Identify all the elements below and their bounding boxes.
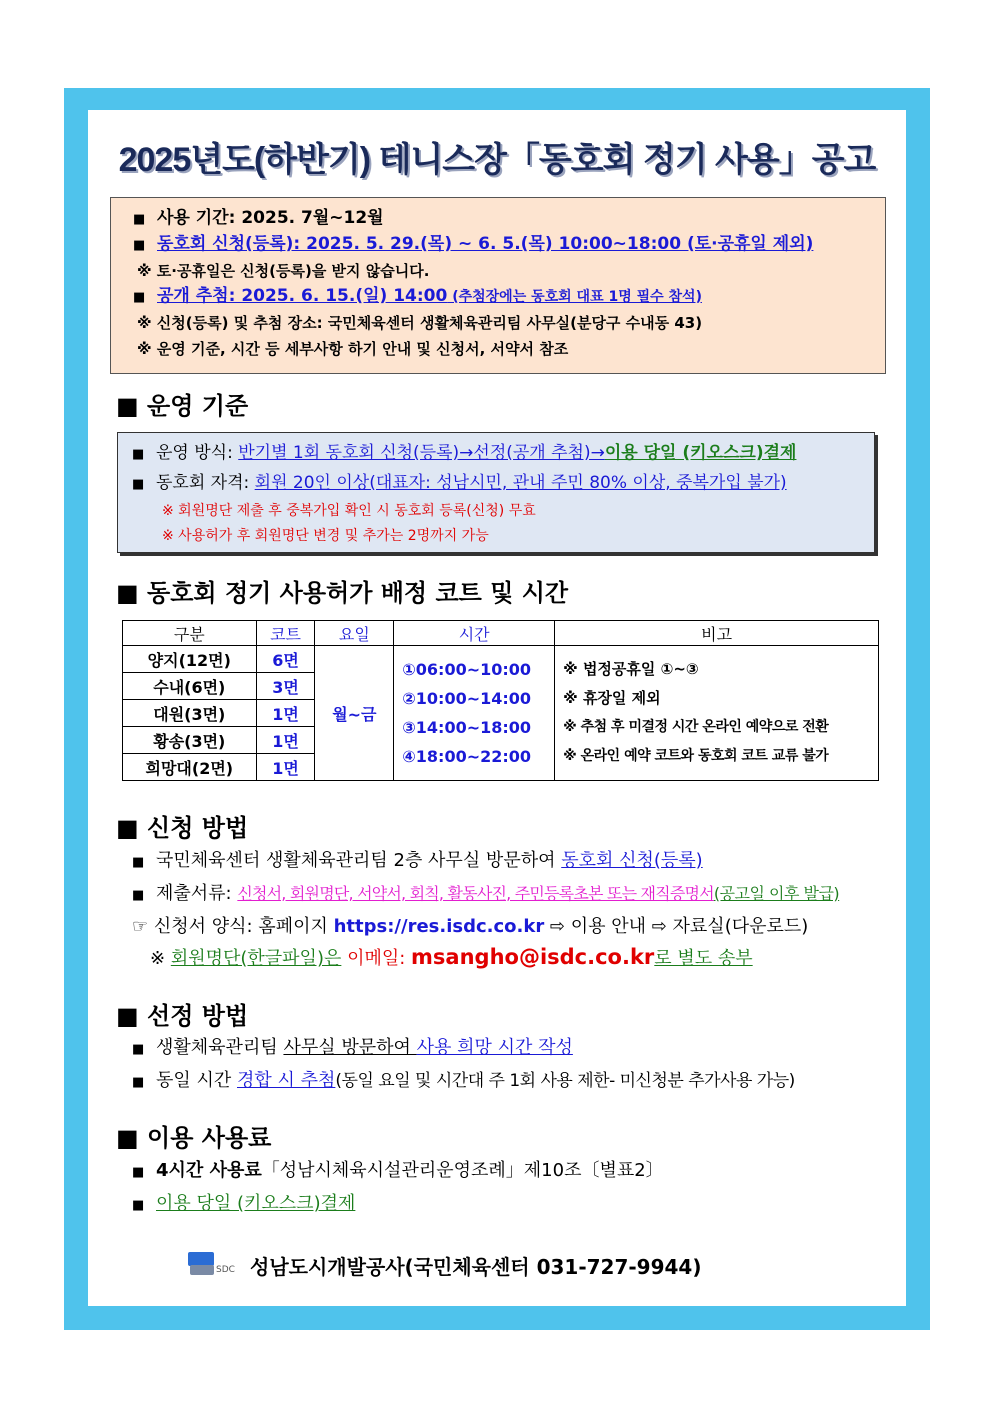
row-name: 양지(12면) <box>123 646 257 673</box>
header-court: 코트 <box>256 621 315 646</box>
remark: ※ 휴장일 제외 <box>563 689 661 707</box>
apply-heading: ■ 신청 방법 <box>116 814 249 842</box>
time-slot: ③14:00~18:00 <box>402 718 532 737</box>
ops-method-row: ■ 운영 방식: 반기별 1회 동호회 신청(등록)→선정(공개 추첨)→이용 당일 (키오스크)결제 <box>132 439 874 469</box>
list-item: ■ 동일 시간 경합 시 추첨(동일 요일 및 시간대 주 1회 사용 제한- 미신청분 추가사용 가능) <box>132 1065 795 1098</box>
list-item: ☞ 신청서 양식: 홈페이지 https://res.isdc.co.kr ⇨ 이용 안내 ⇨ 자료실(다운로드) <box>132 916 809 937</box>
ops-qual-row: ■ 동호회 자격: 회원 20인 이상(대표자: 성남시민, 관내 주민 80% 이상, 중복가입 불가) <box>132 469 874 499</box>
remark: ※ 법정공휴일 ①~③ <box>563 660 699 678</box>
day-cell: 월~금 <box>315 646 394 781</box>
schedule-header-row <box>123 621 879 646</box>
time-slot: ②10:00~14:00 <box>402 689 532 708</box>
row-name: 희망대(2면) <box>123 754 257 781</box>
select-heading: ■ 선정 방법 <box>116 1002 249 1030</box>
footer-org: 성남도시개발공사(국민체육센터 031-727-9944) <box>250 1254 702 1279</box>
square-bullet-icon: ■ <box>132 447 145 462</box>
row-court: 1면 <box>256 700 315 727</box>
remark: ※ 추첨 후 미결정 시간 온라인 예약으로 전환 <box>563 719 829 735</box>
header-time: 시간 <box>394 621 555 646</box>
sdc-logo: SDC <box>188 1250 240 1280</box>
square-bullet-icon: ■ <box>133 238 146 253</box>
fee-heading: ■ 이용 사용료 <box>116 1124 272 1152</box>
square-bullet-icon: ■ <box>132 1165 145 1180</box>
fee-list <box>132 1155 664 1221</box>
remark: ※ 온라인 예약 코트와 동호회 코트 교류 불가 <box>563 748 829 764</box>
period-row: ■ 사용 기간: 2025. 7월~12월 <box>133 206 885 232</box>
select-list <box>132 1032 795 1098</box>
header-remarks: 비고 <box>555 621 879 646</box>
square-bullet-icon: ■ <box>133 212 146 227</box>
square-bullet-icon: ■ <box>132 1042 145 1057</box>
ops-note-1: ※ 회원명단 제출 후 중복가입 확인 시 동호회 등록(신청) 무효 <box>162 503 536 519</box>
row-court: 6면 <box>256 646 315 673</box>
list-item: ■ 국민체육센터 생활체육관리팀 2층 사무실 방문하여 동호회 신청(등록) <box>132 845 839 878</box>
square-bullet-icon: ■ <box>133 290 146 305</box>
row-name: 수내(6면) <box>123 673 257 700</box>
header-day: 요일 <box>315 621 394 646</box>
row-name: 대원(3면) <box>123 700 257 727</box>
square-bullet-icon: ■ <box>132 888 145 903</box>
list-item: ■ 제출서류: 신청서, 회원명단, 서약서, 회칙, 활동사진, 주민등록초본 또는 재직증명서(공고일 이후 발급) <box>132 878 839 911</box>
place-note: ※ 신청(등록) 및 추첨 장소: 국민체육센터 생활체육관리팀 사무실(분당구 수내동 43) <box>137 314 703 332</box>
list-item: ※ 회원명단(한글파일)은 이메일: msangho@isdc.co.kr로 별도 송부 <box>150 945 753 969</box>
ops-note-2: ※ 사용허가 후 회원명단 변경 및 추가는 2명까지 가능 <box>162 528 489 544</box>
row-court: 1면 <box>256 754 315 781</box>
ops-heading: ■ 운영 기준 <box>116 392 249 420</box>
ops-box <box>117 432 875 553</box>
row-court: 1면 <box>256 727 315 754</box>
square-bullet-icon: ■ <box>132 1075 145 1090</box>
draw-row: ■ 공개 추첨: 2025. 6. 15.(일) 14:00 (추첨장에는 동호회 대표 1명 필수 참석) <box>133 284 885 310</box>
list-item: ■ 이용 당일 (키오스크)결제 <box>132 1188 664 1221</box>
list-item: ■ 생활체육관리팀 사무실 방문하여 사용 희망 시간 작성 <box>132 1032 795 1065</box>
apply-list <box>132 845 839 974</box>
row-court: 3면 <box>256 673 315 700</box>
times-cell <box>394 646 555 781</box>
footer <box>188 1250 702 1280</box>
square-bullet-icon: ■ <box>132 477 145 492</box>
time-slot: ④18:00~22:00 <box>402 747 532 766</box>
schedule-heading: ■ 동호회 정기 사용허가 배정 코트 및 시간 <box>116 579 569 607</box>
page-title: 2025년도(하반기) 테니스장「동호회 정기 사용」공고 <box>118 141 876 179</box>
summary-box <box>110 197 886 374</box>
holiday-note: ※ 토·공휴일은 신청(등록)을 받지 않습니다. <box>137 262 430 280</box>
row-name: 황송(3면) <box>123 727 257 754</box>
square-bullet-icon: ■ <box>132 855 145 870</box>
square-bullet-icon: ■ <box>132 1198 145 1213</box>
email-link[interactable]: msangho@isdc.co.kr <box>411 945 655 969</box>
apply-period-row: ■ 동호회 신청(등록): 2025. 5. 29.(목) ~ 6. 5.(목) 10:00~18:00 (토·공휴일 제외) <box>133 232 885 258</box>
time-slot: ①06:00~10:00 <box>402 660 532 679</box>
remarks-cell <box>555 646 879 781</box>
table-row <box>123 646 879 673</box>
header-category: 구분 <box>123 621 257 646</box>
schedule-table <box>122 620 879 781</box>
list-item: ■ 4시간 사용료「성남시체육시설관리운영조례」제10조〔별표2〕 <box>132 1155 664 1188</box>
homepage-link[interactable]: https://res.isdc.co.kr <box>333 916 545 937</box>
detail-note: ※ 운영 기준, 시간 등 세부사항 하기 안내 및 신청서, 서약서 참조 <box>137 340 569 358</box>
